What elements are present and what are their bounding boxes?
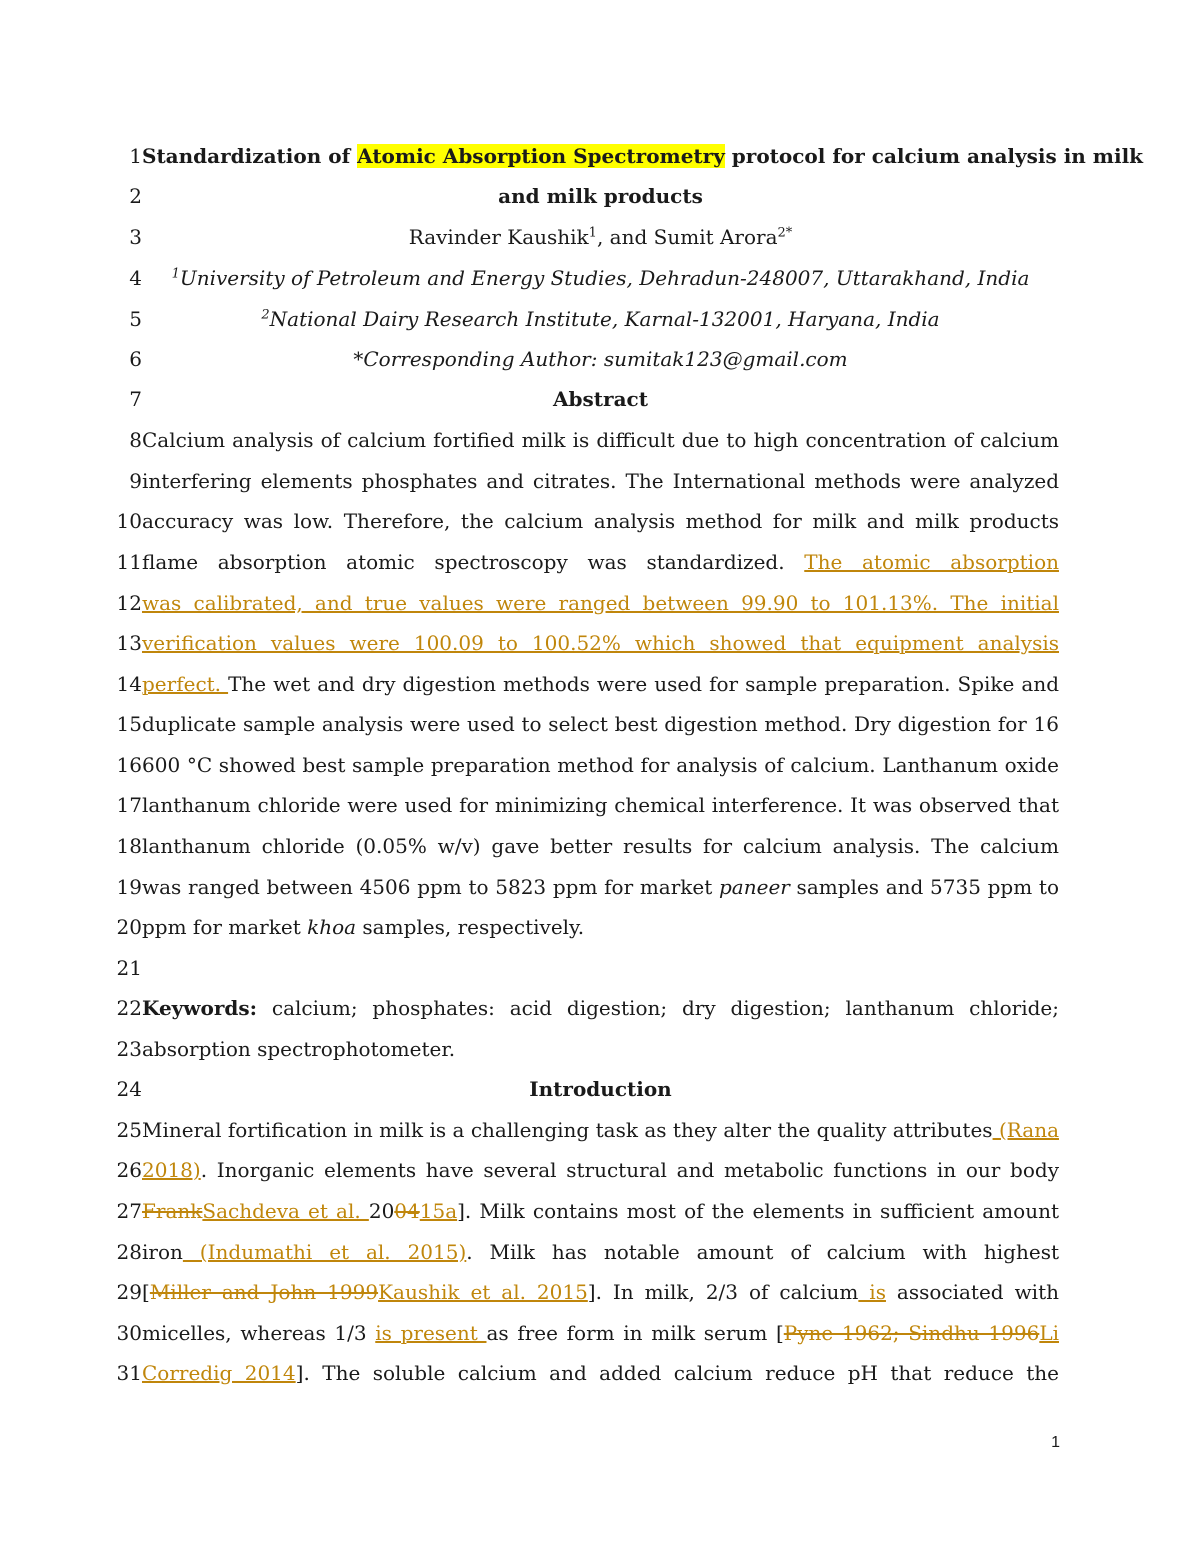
line-number: 5 <box>129 307 142 331</box>
tracked-insertion: (Rana <box>998 1118 1059 1142</box>
line-number: 31 <box>116 1361 142 1385</box>
line-number: 26 <box>116 1158 142 1182</box>
keywords: Keywords: calcium; phosphates: acid digestion; dry digestion; lanthanum chloride; <box>142 996 1059 1020</box>
line-number: 4 <box>129 266 142 290</box>
page-number: 1 <box>1051 1434 1060 1451</box>
tracked-insertion: perfect. <box>142 672 229 696</box>
line-number: 18 <box>116 834 142 858</box>
line-number: 13 <box>116 631 142 655</box>
line-number: 25 <box>116 1118 142 1142</box>
line-number: 22 <box>116 996 142 1020</box>
abstract-text: interfering elements phosphates and citrates. The International methods were analyzed <box>142 469 1059 493</box>
line-number: 23 <box>116 1037 142 1061</box>
abstract-text: Calcium analysis of calcium fortified milk is difficult due to high concentration of calcium <box>142 428 1059 452</box>
keywords-continued: absorption spectrophotometer. <box>142 1037 456 1061</box>
line-number: 29 <box>116 1280 142 1304</box>
abstract-text <box>142 629 1059 657</box>
affiliation-2: $^2$National Dairy Research Institute, Karnal-132001, Haryana, India <box>261 307 940 331</box>
abstract-heading: Abstract <box>553 387 648 411</box>
intro-text: iron (Indumathi et al. 2015). Milk has notable amount of calcium with highest <box>142 1240 1059 1264</box>
line-number: 7 <box>129 387 142 411</box>
intro-text: 2018). Inorganic elements have several structural and metabolic functions in our body <box>142 1158 1059 1182</box>
tracked-insertion: Sachdeva et al. <box>202 1199 369 1223</box>
line-number: 10 <box>116 509 142 533</box>
keywords-label: Keywords: <box>142 996 258 1020</box>
abstract-text: ppm for market khoa samples, respectively. <box>142 915 585 939</box>
line-number: 20 <box>116 915 142 939</box>
introduction-heading: Introduction <box>529 1077 672 1101</box>
tracked-insertion: is present <box>375 1321 487 1345</box>
line-number: 9 <box>129 469 142 493</box>
highlighted-term: Atomic Absorption Spectrometry <box>357 144 725 168</box>
title-line-1: Standardization of Atomic Absorption Spectrometry protocol for calcium analysis in milk <box>142 144 1144 168</box>
line-number: 8 <box>129 428 142 452</box>
line-number: 6 <box>129 347 142 371</box>
affiliation-1: $^1$University of Petroleum and Energy Studies, Dehradun-248007, Uttarakhand, India <box>171 266 1030 290</box>
line-number: 14 <box>116 672 142 696</box>
line-number: 3 <box>129 225 142 249</box>
intro-text: [Miller and John 1999Kaushik et al. 2015]. In milk, 2/3 of calcium is associated with <box>142 1280 1059 1304</box>
tracked-deletion: 04 <box>394 1199 420 1223</box>
abstract-text: flame absorption atomic spectroscopy was standardized. The atomic absorption <box>142 548 1059 576</box>
abstract-text <box>142 589 1059 617</box>
tracked-insertion: verification values were 100.09 to 100.52% which showed that equipment analysis <box>142 631 1059 655</box>
abstract-text: 600 °C showed best sample preparation method for analysis of calcium. Lanthanum oxide <box>142 753 1059 777</box>
tracked-deletion: Pyne 1962; Sindhu 1996 <box>783 1321 1040 1345</box>
line-number: 15 <box>116 712 142 736</box>
intro-text: micelles, whereas 1/3 is present as free form in milk serum [Pyne 1962; Sindhu 1996Li <box>142 1319 1059 1347</box>
tracked-insertion: (Indumathi et al. 2015) <box>182 1240 467 1264</box>
line-number: 2 <box>129 184 142 208</box>
tracked-deletion: Frank <box>142 1199 203 1223</box>
line-number: 11 <box>116 550 142 574</box>
line-number: 19 <box>116 875 142 899</box>
line-number: 24 <box>116 1077 142 1101</box>
intro-text: FrankSachdeva et al. 200415a]. Milk contains most of the elements in sufficient amount <box>142 1199 1059 1223</box>
line-number: 30 <box>116 1321 142 1345</box>
title-line-2: and milk products <box>498 184 703 208</box>
line-number: 1 <box>129 144 142 168</box>
author-list: Ravinder Kaushik$^1$, and Sumit Arora$^{2*}$ <box>408 225 793 249</box>
intro-text: Corredig 2014]. The soluble calcium and added calcium reduce pH that reduce the <box>142 1361 1059 1385</box>
tracked-insertion: Li <box>1039 1321 1059 1345</box>
abstract-text: perfect. The wet and dry digestion methods were used for sample preparation. Spike and <box>142 672 1059 696</box>
line-number: 17 <box>116 793 142 817</box>
line-number: 27 <box>116 1199 142 1223</box>
tracked-insertion: 2018) <box>142 1158 201 1182</box>
tracked-insertion: 15a <box>419 1199 458 1223</box>
tracked-insertion: Corredig 2014 <box>142 1361 296 1385</box>
abstract-text: accuracy was low. Therefore, the calcium analysis method for milk and milk products <box>142 509 1059 533</box>
abstract-text: lanthanum chloride were used for minimizing chemical interference. It was observed that <box>142 793 1059 817</box>
tracked-insertion: was calibrated, and true values were ranged between 99.90 to 101.13%. The initial <box>142 591 1059 615</box>
tracked-deletion: Miller and John 1999 <box>149 1280 379 1304</box>
tracked-insertion: The atomic absorption <box>804 550 1059 574</box>
line-number: 28 <box>116 1240 142 1264</box>
tracked-insertion: is <box>858 1280 886 1304</box>
line-number: 21 <box>116 956 142 980</box>
intro-text: Mineral fortification in milk is a challenging task as they alter the quality attributes (Rana <box>142 1116 1059 1144</box>
line-number: 12 <box>116 591 142 615</box>
abstract-text: lanthanum chloride (0.05% w/v) gave better results for calcium analysis. The calcium <box>142 834 1059 858</box>
corresponding-author: *Corresponding Author: sumitak123@gmail.com <box>353 347 848 371</box>
tracked-insertion: Kaushik et al. 2015 <box>378 1280 588 1304</box>
line-number: 16 <box>116 753 142 777</box>
abstract-text: was ranged between 4506 ppm to 5823 ppm for market paneer samples and 5735 ppm to <box>142 875 1059 899</box>
abstract-text: duplicate sample analysis were used to select best digestion method. Dry digestion for 16 <box>142 712 1059 736</box>
